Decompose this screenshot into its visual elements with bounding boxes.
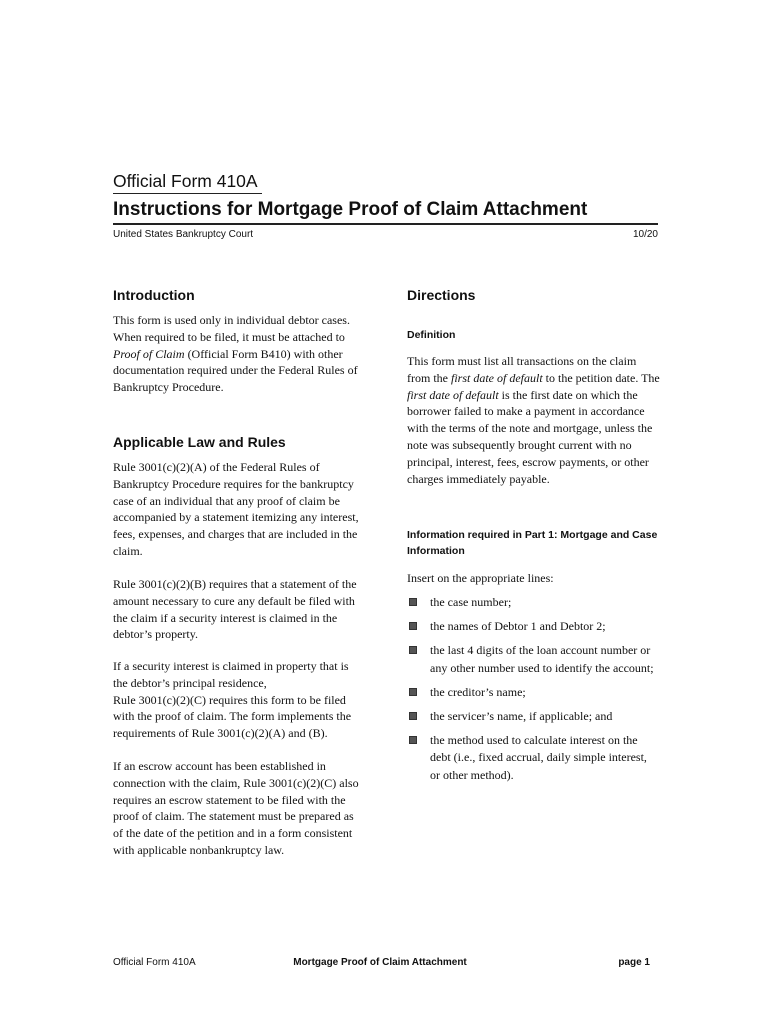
bullet-square-icon — [409, 688, 417, 696]
list-item-text: the last 4 digits of the loan account number or any other number used to identify the account; — [430, 643, 654, 675]
list-item-text: the method used to calculate interest on the debt (i.e., fixed accrual, daily simple interest, or other method). — [430, 732, 647, 782]
bullet-square-icon — [409, 622, 417, 630]
law-paragraph-4: If an escrow account has been established in connection with the claim, Rule 3001(c)(2)(C) also requires an escrow statement to be filed with the proof of claim. The statement must be prepared as of the date of the petition and in a form consistent with applicable nonbankruptcy law. — [113, 759, 359, 857]
law-paragraph-1: Rule 3001(c)(2)(A) of the Federal Rules of Bankruptcy Procedure requires for the bankruptcy case of an individual that any proof of claim be accompanied by a statement itemizing any interest, fees, expenses, and charges that are included in the claim. — [113, 460, 359, 558]
list-item-text: the names of Debtor 1 and Debtor 2; — [430, 619, 606, 633]
insert-instruction: Insert on the appropriate lines: — [407, 571, 554, 585]
required-info-list — [407, 594, 655, 791]
bullet-square-icon — [409, 646, 417, 654]
list-item — [407, 732, 655, 785]
footer-page-number: page 1 — [618, 957, 650, 968]
introduction-heading: Introduction — [113, 287, 195, 303]
definition-text-3: is the first date on which the borrower failed to make a payment in accordance with the terms of the note and mortgage, unless the note was subsequently brought current with no principal, interest, fees, escrow payments, or other charges immediately payable. — [407, 387, 653, 486]
intro-text-1: This form is used only in individual debtor cases. When required to be filed, it must be attached to — [113, 313, 350, 344]
intro-text-2: (Official Form B410) with other documentation required under the Federal Rules of Bankruptcy Procedure. — [113, 346, 358, 395]
bullet-square-icon — [409, 712, 417, 720]
bullet-square-icon — [409, 736, 417, 744]
court-name: United States Bankruptcy Court — [113, 229, 254, 240]
list-item — [407, 708, 655, 726]
applicable-law-heading: Applicable Law and Rules — [113, 434, 286, 450]
definition-italic-2: first date of default — [407, 387, 499, 402]
law-paragraph-3-line-1: If a security interest is claimed in property that is the debtor’s principal residence, — [113, 659, 349, 690]
intro-italic-proof-of-claim: Proof of Claim — [113, 346, 185, 361]
footer-form-title: Mortgage Proof of Claim Attachment — [293, 957, 467, 968]
part1-heading: Information required in Part 1: Mortgage and Case Information — [407, 529, 658, 557]
introduction-paragraph — [113, 312, 365, 396]
list-item-text: the case number; — [430, 595, 512, 609]
form-date: 10/20 — [632, 229, 658, 240]
directions-heading: Directions — [407, 287, 476, 303]
title-rule — [113, 223, 658, 225]
list-item — [407, 684, 655, 702]
definition-text-1: This form must list all transactions on the claim from the — [407, 354, 637, 385]
law-paragraph-3 — [113, 658, 365, 742]
definition-text-2: to the petition date. The — [542, 370, 660, 385]
definition-italic-1: first date of default — [451, 370, 543, 385]
bullet-square-icon — [409, 598, 417, 606]
list-item-text: the creditor’s name; — [430, 684, 526, 699]
definition-heading: Definition — [407, 329, 456, 341]
list-item — [407, 618, 655, 636]
list-item-text: the servicer’s name, if applicable; and — [430, 708, 613, 723]
law-paragraph-3-line-2: Rule 3001(c)(2)(C) requires this form to be filed with the proof of claim. The form implements the requirements of Rule 3001(c)(2)(A) and (B). — [113, 692, 352, 741]
page-title: Instructions for Mortgage Proof of Claim Attachment — [113, 199, 588, 220]
footer-form-number: Official Form 410A — [113, 957, 196, 968]
list-item — [407, 594, 655, 612]
form-number-underline — [113, 193, 262, 194]
list-item — [407, 642, 655, 677]
form-number: Official Form 410A — [113, 171, 258, 191]
definition-paragraph — [407, 353, 662, 487]
law-paragraph-2: Rule 3001(c)(2)(B) requires that a statement of the amount necessary to cure any default be filed with the claim if a security interest is claimed in the debtor’s property. — [113, 577, 357, 642]
